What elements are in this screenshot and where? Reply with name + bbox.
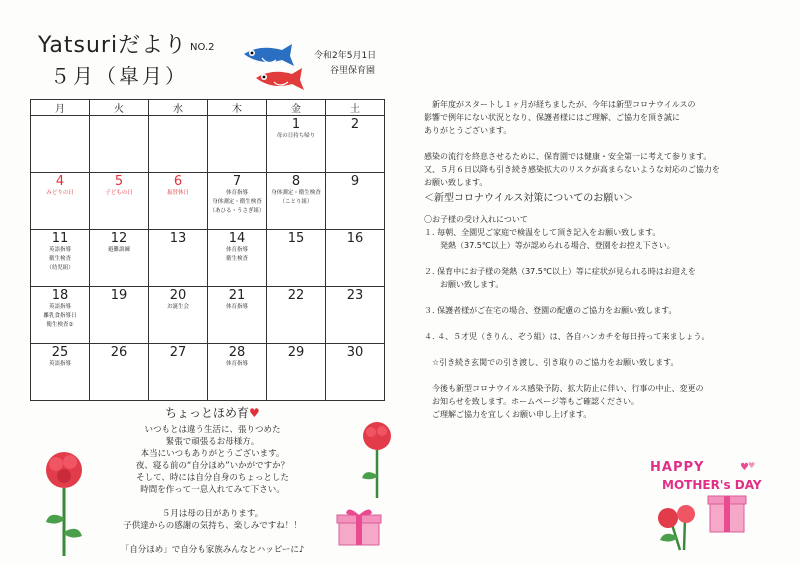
day-number: 9 (350, 174, 360, 189)
notice-line: 〇お子様の受け入れについて (424, 215, 528, 224)
weekday-header: 金 (267, 100, 326, 116)
day-number: 18 (51, 288, 69, 303)
issue-number: NO.2 (190, 42, 215, 53)
day-number: 6 (173, 174, 183, 189)
calendar-day-cell (326, 116, 385, 173)
month-title: ５月（皐月） (50, 64, 188, 88)
day-number: 7 (232, 174, 242, 189)
calendar-day-cell (149, 287, 208, 344)
notice-line: ご理解ご協力を宜しくお願い申し上げます。 (424, 410, 592, 419)
calendar-day-cell (326, 173, 385, 230)
calendar-day-cell (31, 344, 90, 401)
day-event: 衛生検査 (48, 256, 71, 262)
day-event: （ことり組） (279, 199, 313, 205)
day-event: お誕生会 (166, 304, 189, 310)
notice-line: ありがとうございます。 (424, 126, 512, 135)
koinobori-icon (240, 40, 310, 100)
calendar-week-row (31, 230, 385, 287)
calendar-day-cell (267, 344, 326, 401)
school-name: 谷里保育園 (330, 66, 376, 76)
calendar-day-cell (326, 287, 385, 344)
notice-line: 又、５月６日以降も引き続き感染拡大のリスクが高まらないような対応のご協力を (424, 165, 720, 174)
day-number: 30 (346, 345, 364, 360)
day-event: 体育指導 (225, 190, 248, 196)
day-number: 5 (114, 174, 124, 189)
day-number: 16 (346, 231, 364, 246)
weekday-header: 土 (326, 100, 385, 116)
notice-line: 影響で例年にない状況となり、保護者様にはご理解、ご協力を頂き誠に (424, 113, 680, 122)
calendar-day-cell (208, 116, 267, 173)
monthly-calendar (30, 99, 385, 401)
notice-line: お願い致します。 (424, 280, 504, 289)
heart-icon: ♥ (249, 406, 260, 420)
day-number: 2 (350, 117, 360, 132)
calendar-day-cell (90, 116, 149, 173)
calendar-day-cell (31, 116, 90, 173)
praise-line: 緊張で頑張るお母様方。 (165, 437, 260, 447)
day-number: 28 (228, 345, 246, 360)
day-number: 25 (51, 345, 69, 360)
day-event: （あひる・うさぎ組） (209, 208, 265, 214)
praise-line: いつもとは違う生活に、張りつめた (144, 425, 281, 435)
day-number: 29 (287, 345, 305, 360)
day-event: 体育指導 (225, 304, 248, 310)
praise-line: 本当にいつもありがとうございます。 (140, 449, 285, 459)
day-number: 11 (51, 231, 69, 246)
calendar-day-cell (149, 344, 208, 401)
praise-line: 「自分ほめ」で自分も家族みんなとハッピーに♪ (120, 545, 305, 555)
day-event: 避難訓練 (107, 247, 130, 253)
calendar-week-row (31, 287, 385, 344)
calendar-day-cell (208, 344, 267, 401)
day-event: 衛生検査② (46, 322, 74, 328)
svg-text:♥: ♥ (748, 461, 756, 470)
calendar-day-cell (267, 230, 326, 287)
happy-text: HAPPY (650, 460, 705, 475)
calendar-day-cell (208, 230, 267, 287)
covid-notice (424, 98, 764, 421)
notice-line: 感染の流行を終息させるために、保育園では健康・安全第一に考えて参ります。 (424, 152, 712, 161)
praise-section-title (165, 404, 260, 421)
calendar-day-cell (31, 230, 90, 287)
day-number: 15 (287, 231, 305, 246)
praise-line: 子供達からの感謝の気持ち、楽しみですね！！ (123, 521, 302, 531)
day-event: （幼児組） (46, 265, 74, 271)
praise-title-text: ちょっとほめ育 (165, 406, 250, 420)
notice-line: ☆引き続き玄関での引き渡し、引き取りのご協力をお願い致します。 (424, 358, 679, 367)
day-event: 体育指導 (225, 361, 248, 367)
carnation-icon (40, 448, 88, 558)
day-number: 27 (169, 345, 187, 360)
calendar-day-cell (31, 287, 90, 344)
calendar-day-cell (267, 173, 326, 230)
day-event: 身体測定・衛生検査 (212, 199, 262, 205)
issue-date: 令和2年5月1日 (314, 51, 377, 61)
day-number: 8 (291, 174, 301, 189)
calendar-day-cell (90, 287, 149, 344)
praise-line: そして、時には自分自身のちょっとした (136, 473, 289, 483)
calendar-day-cell (90, 344, 149, 401)
calendar-day-cell (90, 230, 149, 287)
day-number: 26 (110, 345, 128, 360)
day-number: 19 (110, 288, 128, 303)
day-event: 母の日持ち帰り (276, 133, 316, 139)
day-number: 12 (110, 231, 128, 246)
day-event: 衛生検査 (225, 256, 248, 262)
day-event: 英語指導 (48, 304, 71, 310)
praise-message (110, 424, 315, 556)
day-number: 21 (228, 288, 246, 303)
day-number: 4 (55, 174, 65, 189)
calendar-week-row (31, 173, 385, 230)
svg-text:♥: ♥ (740, 462, 749, 473)
calendar-day-cell (149, 173, 208, 230)
calendar-day-cell (149, 230, 208, 287)
notice-line: 新年度がスタートし１ヶ月が経ちましたが、今年は新型コロナウイルスの (424, 100, 696, 109)
calendar-day-cell (326, 230, 385, 287)
day-number: 1 (291, 117, 301, 132)
day-event: みどりの日 (46, 190, 74, 196)
notice-line: ３. 保護者様がご在宅の場合、登園の配慮のご協力をお願い致します。 (424, 306, 677, 315)
day-number: 20 (169, 288, 187, 303)
calendar-day-cell (326, 344, 385, 401)
calendar-week-row (31, 116, 385, 173)
notice-heading: ＜新型コロナウイルス対策についてのお願い＞ (424, 193, 634, 204)
weekday-header-row (31, 100, 385, 116)
notice-line: 発熱（37.5℃以上）等が認められる場合、登園をお控え下さい。 (424, 241, 675, 250)
praise-line: 夜、寝る前の“自分ほめ”いかがですか？ (135, 461, 290, 471)
newsletter-title: Yatsuriだより (38, 33, 188, 58)
calendar-day-cell (208, 173, 267, 230)
notice-line: お知らせを致します。ホームページ等もご確認ください。 (424, 397, 639, 406)
weekday-header: 火 (90, 100, 149, 116)
day-number: 14 (228, 231, 246, 246)
calendar-day-cell (267, 116, 326, 173)
praise-line: 時間を作って一息入れてみて下さい。 (140, 485, 285, 495)
calendar-week-row (31, 344, 385, 401)
calendar-day-cell (31, 173, 90, 230)
day-event: 身体測定・衛生検査 (271, 190, 321, 196)
calendar-day-cell (208, 287, 267, 344)
calendar-day-cell (90, 173, 149, 230)
weekday-header: 木 (208, 100, 267, 116)
day-number: 22 (287, 288, 305, 303)
notice-line: お願い致します。 (424, 178, 488, 187)
day-event: 英語指導 (48, 361, 71, 367)
weekday-header: 水 (149, 100, 208, 116)
notice-line: 今後も新型コロナウイルス感染予防、拡大防止に伴い、行事の中止、変更の (424, 384, 704, 393)
day-number: 13 (169, 231, 187, 246)
day-event: 子どもの日 (105, 190, 133, 196)
day-event: 離乳食指導日 (43, 313, 77, 319)
notice-line: ４. ４、５才児（きりん、ぞう組）は、各自ハンカチを毎日持って来ましょう。 (424, 332, 710, 341)
day-event: 体育指導 (225, 247, 248, 253)
day-event: 振替休日 (166, 190, 189, 196)
day-event: 英語指導 (48, 247, 71, 253)
day-number: 23 (346, 288, 364, 303)
calendar-day-cell (149, 116, 208, 173)
mothers-day-text: MOTHER's DAY (662, 478, 762, 492)
gift-box-icon (336, 505, 382, 547)
weekday-header: 月 (31, 100, 90, 116)
carnation-icon (357, 420, 397, 500)
notice-line: １. 毎朝、全園児ご家庭で検温をして頂き記入をお願い致します。 (424, 228, 661, 237)
calendar-day-cell (267, 287, 326, 344)
praise-line: ５月は母の日があります。 (161, 509, 264, 519)
notice-line: ２. 保育中にお子様の発熱（37.5℃以上）等に症状が見られる時はお迎えを (424, 267, 696, 276)
